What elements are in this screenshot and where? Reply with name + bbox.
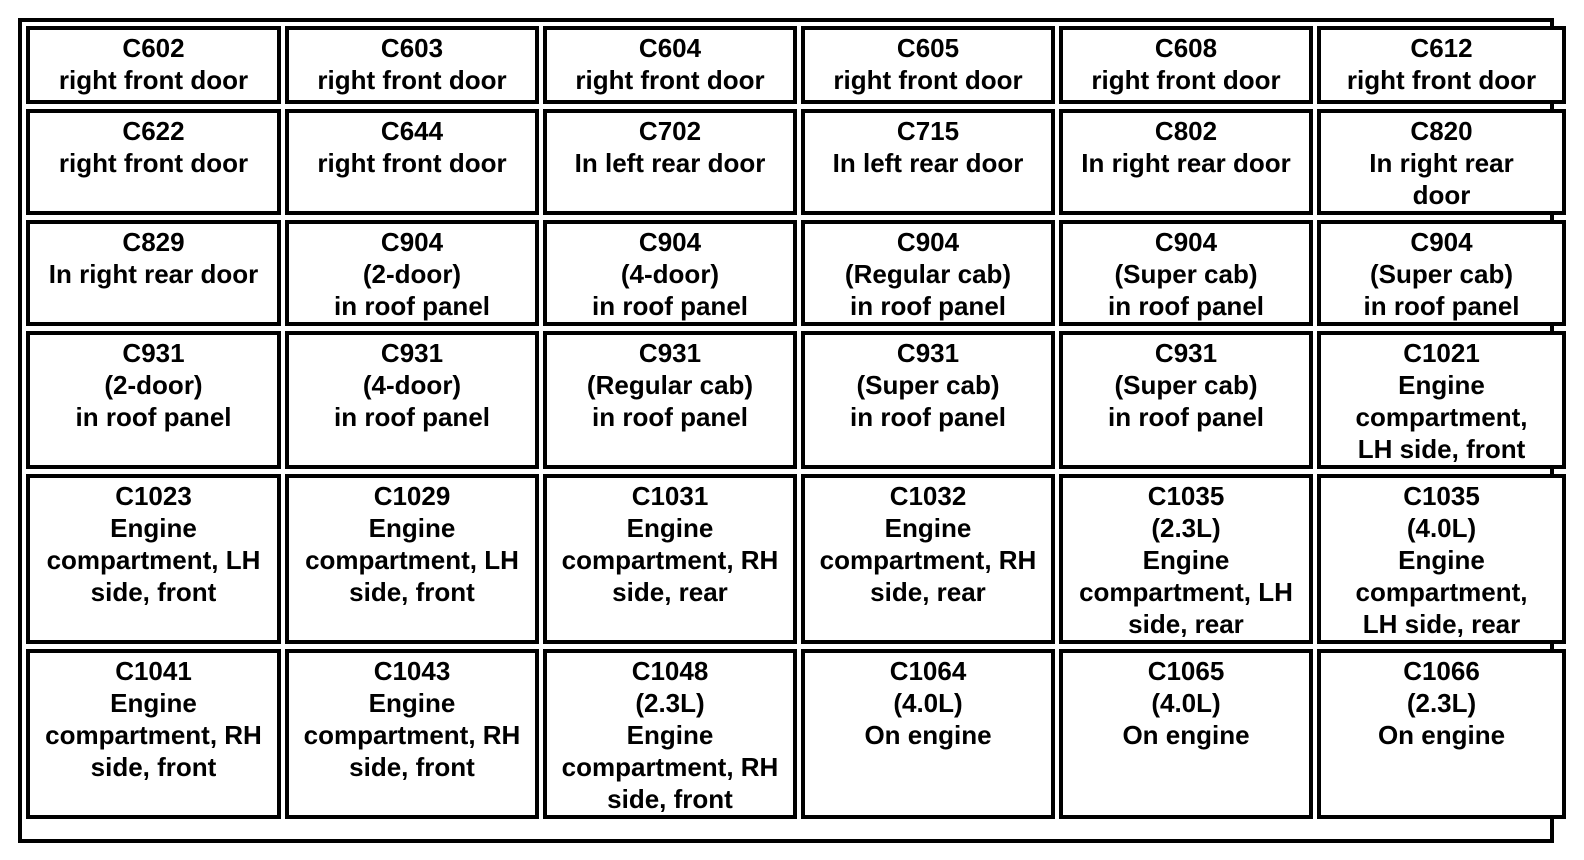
connector-location-line: in roof panel xyxy=(592,402,748,432)
connector-location-line: In right rear door xyxy=(48,259,259,289)
connector-id: C702 xyxy=(638,116,702,146)
connector-location-line: (2.3L) xyxy=(1406,688,1477,718)
connector-id: C1021 xyxy=(1403,338,1480,368)
connector-id: C1035 xyxy=(1403,481,1480,511)
connector-cell xyxy=(1059,109,1313,215)
connector-id: C1035 xyxy=(1147,481,1225,511)
connector-location-line: compartment, RH xyxy=(303,720,521,750)
connector-location-line: (Super cab) xyxy=(1114,259,1258,289)
connector-location-line: Engine xyxy=(626,720,714,750)
connector-location-line: On engine xyxy=(864,720,992,750)
connector-location-line: (2.3L) xyxy=(1151,513,1221,543)
connector-location-line: side, front xyxy=(607,784,733,814)
connector-cell xyxy=(801,331,1055,469)
connector-id: C1066 xyxy=(1403,656,1480,686)
connector-location-line: (4.0L) xyxy=(893,688,963,718)
connector-location-line: (4-door) xyxy=(620,259,720,289)
connector-cell xyxy=(26,26,281,104)
connector-id: C604 xyxy=(638,33,702,63)
connector-location-line: compartment, RH xyxy=(561,545,779,575)
connector-id: C931 xyxy=(380,338,444,368)
connector-id: C829 xyxy=(122,227,185,257)
connector-cell xyxy=(801,474,1055,644)
connector-location-line: Engine xyxy=(110,688,197,718)
connector-id: C904 xyxy=(896,227,960,257)
connector-cell xyxy=(543,474,797,644)
connector-location-line: (Regular cab) xyxy=(586,370,754,400)
connector-location-line: compartment, xyxy=(1355,402,1528,432)
connector-location-line: side, front xyxy=(349,577,475,607)
connector-cell xyxy=(801,109,1055,215)
connector-location-line: side, rear xyxy=(1128,609,1244,639)
connector-location-line: right front door xyxy=(833,65,1023,95)
connector-id: C904 xyxy=(1154,227,1218,257)
connector-location-line: In right rear xyxy=(1369,148,1514,178)
connector-location-line: right front door xyxy=(58,148,249,178)
connector-id: C904 xyxy=(638,227,702,257)
connector-id: C605 xyxy=(896,33,960,63)
connector-id: C931 xyxy=(896,338,960,368)
connector-location-line: in roof panel xyxy=(850,291,1006,321)
connector-cell xyxy=(285,331,539,469)
connector-location-line: compartment, LH xyxy=(46,545,261,575)
connector-location-line: Engine xyxy=(884,513,972,543)
connector-cell xyxy=(1317,474,1566,644)
connector-cell xyxy=(1059,26,1313,104)
connector-location-line: side, rear xyxy=(612,577,728,607)
connector-cell xyxy=(1059,331,1313,469)
connector-cell xyxy=(801,220,1055,326)
connector-location-line: right front door xyxy=(317,65,507,95)
connector-location-line: in roof panel xyxy=(1108,402,1264,432)
connector-id: C820 xyxy=(1410,116,1473,146)
connector-cell xyxy=(543,26,797,104)
connector-location-line: in roof panel xyxy=(334,402,490,432)
connector-location-line: (4.0L) xyxy=(1406,513,1477,543)
connector-id: C931 xyxy=(122,338,185,368)
connector-location-line: compartment, LH xyxy=(305,545,519,575)
connector-location-line: compartment, LH xyxy=(1079,577,1293,607)
connector-location-line: Engine xyxy=(1398,545,1485,575)
connector-location-line: (Super cab) xyxy=(856,370,1000,400)
connector-cell xyxy=(1317,331,1566,469)
connector-id: C602 xyxy=(122,33,185,63)
connector-location-line: right front door xyxy=(317,148,507,178)
connector-location-line: right front door xyxy=(1346,65,1537,95)
connector-id: C1041 xyxy=(115,656,192,686)
connector-cell xyxy=(801,649,1055,819)
connector-location-line: in roof panel xyxy=(1108,291,1264,321)
connector-location-line: in roof panel xyxy=(75,402,232,432)
connector-id: C904 xyxy=(1410,227,1473,257)
connector-location-line: Engine xyxy=(626,513,714,543)
connector-cell xyxy=(285,220,539,326)
connector-location-line: (2-door) xyxy=(104,370,203,400)
connector-location-line: side, rear xyxy=(870,577,986,607)
connector-id: C1043 xyxy=(373,656,451,686)
connector-cell xyxy=(543,109,797,215)
connector-id: C622 xyxy=(122,116,185,146)
connector-id: C802 xyxy=(1154,116,1218,146)
connector-location-line: Engine xyxy=(368,688,456,718)
connector-id: C1029 xyxy=(373,481,451,511)
connector-location-line: side, front xyxy=(349,752,475,782)
connector-location-line: Engine xyxy=(1142,545,1230,575)
connector-location-line: (4.0L) xyxy=(1151,688,1221,718)
connector-location-line: In right rear door xyxy=(1081,148,1291,178)
connector-location-line: In left rear door xyxy=(832,148,1024,178)
connector-location-line: compartment, RH xyxy=(819,545,1037,575)
connector-id: C1023 xyxy=(115,481,192,511)
connector-id: C904 xyxy=(380,227,444,257)
connector-id: C603 xyxy=(380,33,444,63)
connector-cell xyxy=(26,474,281,644)
connector-cell xyxy=(801,26,1055,104)
connector-location-line: Engine xyxy=(1398,370,1485,400)
connector-cell xyxy=(1317,109,1566,215)
connector-location-line: In left rear door xyxy=(574,148,766,178)
connector-cell xyxy=(26,109,281,215)
connector-cell xyxy=(1059,220,1313,326)
connector-location-line: (Super cab) xyxy=(1114,370,1258,400)
connector-location-line: compartment, RH xyxy=(45,720,262,750)
connector-location-line: in roof panel xyxy=(592,291,748,321)
connector-id: C1048 xyxy=(631,656,709,686)
connector-cell xyxy=(1059,649,1313,819)
connector-location-line: in roof panel xyxy=(850,402,1006,432)
connector-location-table xyxy=(18,18,1554,843)
connector-location-line: side, front xyxy=(90,577,217,607)
connector-id: C612 xyxy=(1410,33,1473,63)
connector-cell xyxy=(543,331,797,469)
connector-location-line: right front door xyxy=(1091,65,1281,95)
connector-id: C608 xyxy=(1154,33,1218,63)
connector-cell xyxy=(26,331,281,469)
connector-location-line: Engine xyxy=(110,513,197,543)
connector-cell xyxy=(285,109,539,215)
connector-location-line: (2.3L) xyxy=(635,688,705,718)
connector-location-line: in roof panel xyxy=(334,291,490,321)
connector-location-line: compartment, xyxy=(1355,577,1528,607)
connector-id: C1032 xyxy=(889,481,967,511)
connector-cell xyxy=(26,649,281,819)
connector-location-line: in roof panel xyxy=(1363,291,1520,321)
connector-location-line: door xyxy=(1412,180,1471,210)
connector-id: C1064 xyxy=(889,656,967,686)
connector-location-line: (2-door) xyxy=(362,259,462,289)
connector-cell xyxy=(285,26,539,104)
connector-location-line: (4-door) xyxy=(362,370,462,400)
connector-id: C1065 xyxy=(1147,656,1225,686)
connector-location-line: Engine xyxy=(368,513,456,543)
connector-location-line: compartment, RH xyxy=(561,752,779,782)
connector-cell xyxy=(26,220,281,326)
connector-id: C715 xyxy=(896,116,960,146)
connector-location-line: right front door xyxy=(575,65,765,95)
connector-id: C1031 xyxy=(631,481,709,511)
connector-cell xyxy=(543,220,797,326)
connector-location-line: On engine xyxy=(1377,720,1506,750)
connector-cell xyxy=(285,474,539,644)
connector-location-line: LH side, front xyxy=(1357,434,1526,464)
connector-cell xyxy=(285,649,539,819)
connector-location-line: (Super cab) xyxy=(1369,259,1514,289)
connector-cell xyxy=(1317,26,1566,104)
connector-cell xyxy=(543,649,797,819)
connector-location-line: On engine xyxy=(1122,720,1250,750)
connector-cell xyxy=(1059,474,1313,644)
connector-id: C644 xyxy=(380,116,444,146)
connector-location-line: (Regular cab) xyxy=(844,259,1012,289)
connector-cell xyxy=(1317,220,1566,326)
connector-id: C931 xyxy=(638,338,702,368)
connector-location-line: side, front xyxy=(90,752,217,782)
connector-cell xyxy=(1317,649,1566,819)
connector-id: C931 xyxy=(1154,338,1218,368)
connector-location-line: right front door xyxy=(58,65,249,95)
connector-location-line: LH side, rear xyxy=(1362,609,1521,639)
